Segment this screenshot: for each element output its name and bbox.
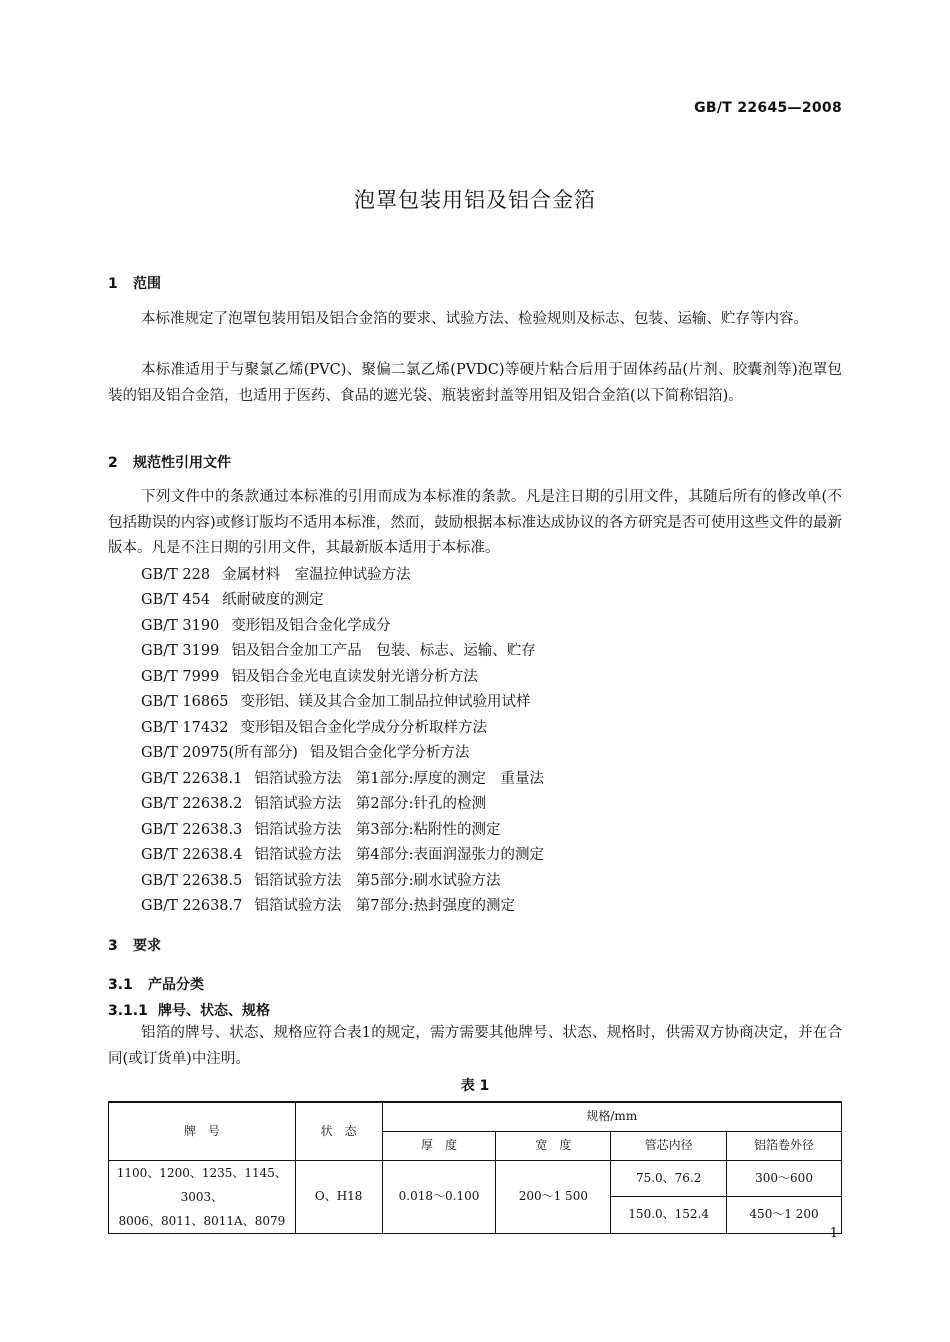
reference-item [141,565,411,585]
section-number: 3.1 [108,977,133,993]
document-title: 泡罩包装用铝及铝合金箔 [354,188,596,212]
reference-code: GB/T 7999 [141,669,220,685]
reference-title: 金属材料 室温拉伸试验方法 [222,567,411,583]
grade-spec-paragraph: 铝箔的牌号、状态、规格应符合表1的规定，需方需要其他牌号、状态、规格时，供需双方协商决定，并在合同(或订货单)中注明。 [108,1025,842,1067]
grade-line: 1100、1200、1235、1145、3003、 [116,1165,287,1204]
reference-code: GB/T 228 [141,567,211,583]
section-title: 要求 [133,938,161,954]
reference-code: GB/T 20975(所有部分) [141,745,298,761]
reference-title: 铝箔试验方法 第4部分:表面润湿张力的测定 [254,847,544,863]
reference-title: 铝箔试验方法 第3部分:粘附性的测定 [254,822,501,838]
section-title: 产品分类 [148,977,204,993]
header-temper: 状 态 [295,1102,382,1160]
section-title: 牌号、状态、规格 [158,1003,270,1019]
section-title: 规范性引用文件 [133,455,231,471]
reference-title: 变形铝、镁及其合金加工制品拉伸试验用试样 [240,694,531,710]
reference-title: 变形铝及铝合金化学成分 [231,618,391,634]
standard-number: GB/T 22645—2008 [694,100,842,116]
scope-paragraph-1: 本标准规定了泡罩包装用铝及铝合金箔的要求、试验方法、检验规则及标志、包装、运输、贮存等内容。 [141,311,808,327]
thickness-cell: 0.018～0.100 [382,1160,496,1233]
reference-code: GB/T 22638.4 [141,847,243,863]
section-number: 3.1.1 [108,1003,148,1019]
temper-cell: O、H18 [295,1160,382,1233]
section-3-1-1-heading [108,1000,270,1020]
section-2-heading [108,452,231,472]
reference-title: 铝及铝合金光电直读发射光谱分析方法 [231,669,478,685]
reference-item [141,794,486,814]
section-number: 2 [108,455,118,471]
reference-code: GB/T 16865 [141,694,229,710]
reference-title: 铝箔试验方法 第7部分:热封强度的测定 [254,898,515,914]
core-diameter-cell: 150.0、152.4 [611,1197,727,1234]
reference-item [141,769,544,789]
reference-item [141,845,544,865]
reference-item [141,871,500,891]
section-3-heading [108,935,161,955]
header-width: 宽 度 [496,1131,611,1160]
section-title: 范围 [133,276,161,292]
table-caption: 表 1 [460,1078,490,1094]
header-core-diameter: 管芯内径 [611,1131,727,1160]
reference-code: GB/T 3190 [141,618,220,634]
reference-item [141,820,500,840]
reference-title: 铝箔试验方法 第1部分:厚度的测定 重量法 [254,771,544,787]
reference-title: 纸耐破度的测定 [222,592,324,608]
reference-item [141,896,515,916]
reference-item [141,667,478,687]
reference-code: GB/T 22638.5 [141,873,243,889]
reference-title: 变形铝及铝合金化学成分分析取样方法 [240,720,488,736]
reference-code: GB/T 17432 [141,720,229,736]
reference-item [141,616,391,636]
reference-item [141,590,324,610]
coil-diameter-cell: 450～1 200 [727,1197,842,1234]
header-spec: 规格/mm [382,1102,841,1131]
grade-cell [109,1160,296,1233]
header-thickness: 厚 度 [382,1131,496,1160]
section-3-1-heading [108,974,204,994]
reference-code: GB/T 22638.7 [141,898,243,914]
reference-item [141,641,536,661]
reference-title: 铝箔试验方法 第5部分:刷水试验方法 [254,873,501,889]
grade-line: 8006、8011、8011A、8079 [118,1213,286,1228]
reference-code: GB/T 3199 [141,643,220,659]
scope-paragraph-2: 本标准适用于与聚氯乙烯(PVC)、聚偏二氯乙烯(PVDC)等硬片粘合后用于固体药品(片剂、胶囊剂等)泡罩包装的铝及铝合金箔，也适用于医药、食品的遮光袋、瓶装密封盖等用铝及铝合金箔(以下简称铝箔)。 [108,362,842,404]
section-number: 3 [108,938,118,954]
reference-code: GB/T 22638.3 [141,822,243,838]
table-row [109,1160,842,1197]
reference-title: 铝箔试验方法 第2部分:针孔的检测 [254,796,486,812]
reference-code: GB/T 22638.1 [141,771,243,787]
spec-table [108,1101,842,1234]
reference-item [141,692,531,712]
normative-references-paragraph: 下列文件中的条款通过本标准的引用而成为本标准的条款。凡是注日期的引用文件，其随后所有的修改单(不包括勘误的内容)或修订版均不适用本标准，然而，鼓励根据本标准达成协议的各方研究是否可使用这些文件的最新版本。凡是不注日期的引用文件，其最新版本适用于本标准。 [108,489,842,556]
reference-code: GB/T 22638.2 [141,796,243,812]
section-1-heading [108,273,161,293]
reference-item [141,718,487,738]
header-grade: 牌 号 [109,1102,296,1160]
page-number: 1 [829,1226,838,1241]
coil-diameter-cell: 300～600 [727,1160,842,1197]
header-coil-diameter: 铝箔卷外径 [727,1131,842,1160]
reference-title: 铝及铝合金加工产品 包装、标志、运输、贮存 [231,643,536,659]
reference-item [141,743,469,763]
section-number: 1 [108,276,118,292]
width-cell: 200～1 500 [496,1160,611,1233]
core-diameter-cell: 75.0、76.2 [611,1160,727,1197]
reference-code: GB/T 454 [141,592,211,608]
reference-title: 铝及铝合金化学分析方法 [309,745,470,761]
